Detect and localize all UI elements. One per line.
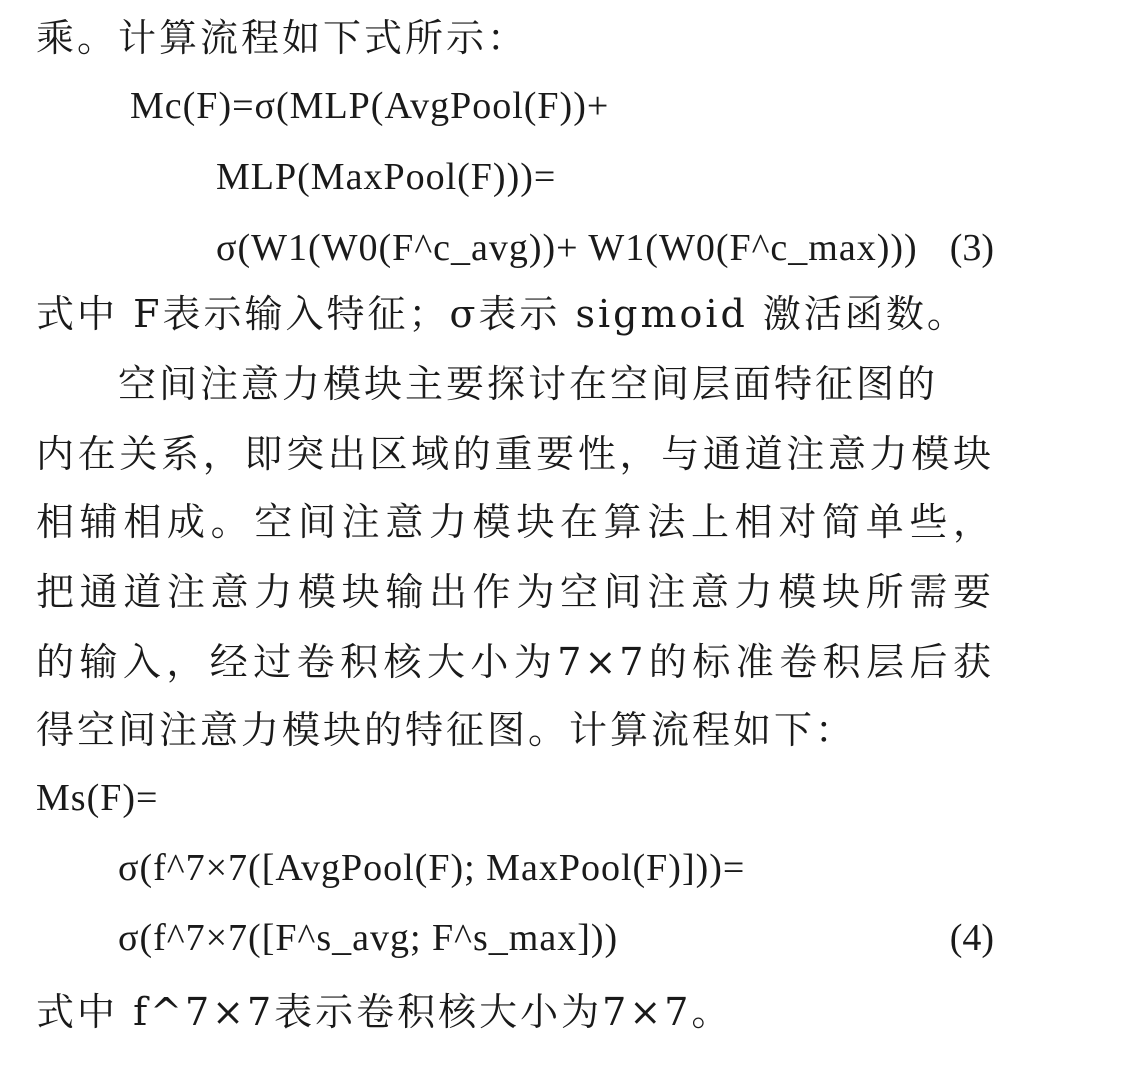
text-line-11: 得空间注意力模块的特征图。计算流程如下：	[36, 708, 857, 752]
text-line-1: 乘。计算流程如下式所示：	[36, 16, 529, 60]
text-line-7: 内在关系，即突出区域的重要性，与通道注意力模块	[36, 432, 994, 476]
equation-3-line-2: MLP(MaxPool(F)))=	[216, 156, 557, 198]
equation-3-number: (3)	[949, 227, 994, 269]
text-line-5: 式中 F表示输入特征；σ表示 sigmoid 激活函数。	[36, 292, 968, 336]
equation-4-line-2: σ(f^7×7([AvgPool(F); MaxPool(F)]))=	[118, 847, 746, 889]
text-line-6: 空间注意力模块主要探讨在空间层面特征图的	[118, 362, 939, 406]
text-line-8: 相辅相成。空间注意力模块在算法上相对简单些，	[36, 500, 994, 544]
equation-4-line-3: σ(f^7×7([F^s_avg; F^s_max]))	[118, 917, 619, 959]
text-line-9: 把通道注意力模块输出作为空间注意力模块所需要	[36, 570, 994, 614]
text-line-10: 的输入，经过卷积核大小为7×7的标准卷积层后获	[36, 640, 994, 684]
equation-4-number: (4)	[949, 917, 994, 959]
equation-3-line-3: σ(W1(W0(F^c_avg))+ W1(W0(F^c_max)))	[216, 227, 918, 269]
equation-4-line-1: Ms(F)=	[36, 777, 159, 819]
text-line-16: 式中 f^7×7表示卷积核大小为7×7。	[36, 990, 733, 1034]
equation-3-line-1: Mc(F)=σ(MLP(AvgPool(F))+	[130, 85, 610, 127]
